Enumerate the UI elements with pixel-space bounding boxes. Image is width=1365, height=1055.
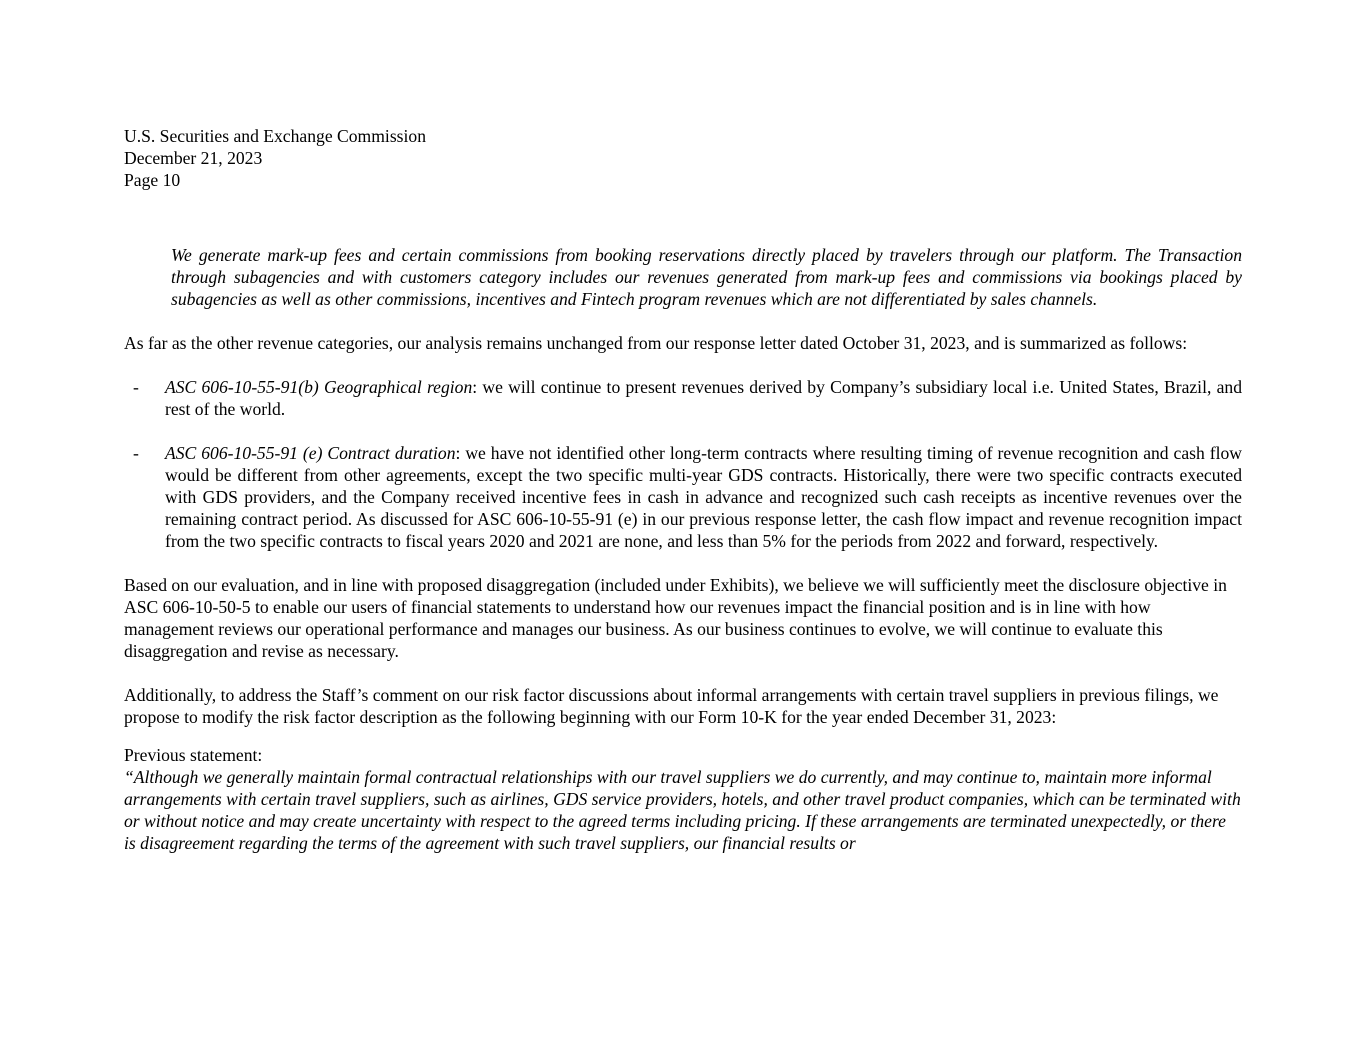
letter-header <box>124 125 1242 191</box>
bullet-geographical-region <box>124 376 1242 420</box>
intro-paragraph: As far as the other revenue categories, our analysis remains unchanged from our response letter dated October 31, 2023, and is summarized as follows: <box>124 333 1188 353</box>
previous-statement-quote: “Although we generally maintain formal contractual relationships with our travel suppliers we do currently, and may continue to, maintain more informal arrangements with certain travel suppliers, such as airlines, GDS service providers, hotels, and other travel product companies, which can be terminated with or without notice and may create uncertainty with respect to the agreed terms including pricing. If these arrangements are terminated unexpectedly, or there is disagreement regarding the terms of the agreement with such travel suppliers, our financial results or <box>124 767 1241 853</box>
quoted-revenue-description: We generate mark-up fees and certain commissions from booking reservations directly placed by travelers through our platform. The Transaction through subagencies and with customers category includes our revenues generated from mark-up fees and commissions via bookings placed by subagencies as well as other commissions, incentives and Fintech program revenues which are not differentiated by sales channels. <box>171 245 1242 309</box>
header-date: December 21, 2023 <box>124 148 263 168</box>
header-page-number: Page 10 <box>124 170 181 190</box>
bullet-text: : we have not identified other long-term contracts where resulting timing of revenue recognition and cash flow would be different from other agreements, except the two specific multi-year GDS contracts. Historically, there were two specific contracts executed with GDS providers, and the Company received incentive fees in cash in advance and recognized such cash receipts as incentive revenues over the remaining contract period. As discussed for ASC 606-10-55-91 (e) in our previous response letter, the cash flow impact and revenue recognition impact from the two specific contracts to fiscal years 2020 and 2021 are none, and less than 5% for the periods from 2022 and forward, respectively. <box>165 443 1242 551</box>
bullet-contract-duration <box>124 442 1242 552</box>
bullet-title: ASC 606-10-55-91 (e) Contract duration <box>165 443 456 463</box>
bullet-dash: - <box>133 443 139 463</box>
additional-paragraph: Additionally, to address the Staff’s comment on our risk factor discussions about informal arrangements with certain travel suppliers in previous filings, we propose to modify the risk factor description as the following beginning with our Form 10-K for the year ended December 31, 2023: <box>124 685 1219 727</box>
bullet-title: ASC 606-10-55-91(b) Geographical region <box>165 377 473 397</box>
previous-statement-label: Previous statement: <box>124 745 263 765</box>
previous-statement-section <box>124 744 1242 854</box>
bullet-dash: - <box>133 377 139 397</box>
document-page <box>124 125 1242 854</box>
bullet-text: : we will continue to present revenues derived by Company’s subsidiary local i.e. United States, Brazil, and rest of the world. <box>165 377 1242 419</box>
evaluation-paragraph: Based on our evaluation, and in line with proposed disaggregation (included under Exhibits), we believe we will sufficiently meet the disclosure objective in ASC 606-10-50-5 to enable our users of financial statements to understand how our revenues impact the financial position and is in line with how management reviews our operational performance and manages our business. As our business continues to evolve, we will continue to evaluate this disaggregation and revise as necessary. <box>124 575 1227 661</box>
header-recipient: U.S. Securities and Exchange Commission <box>124 126 426 146</box>
